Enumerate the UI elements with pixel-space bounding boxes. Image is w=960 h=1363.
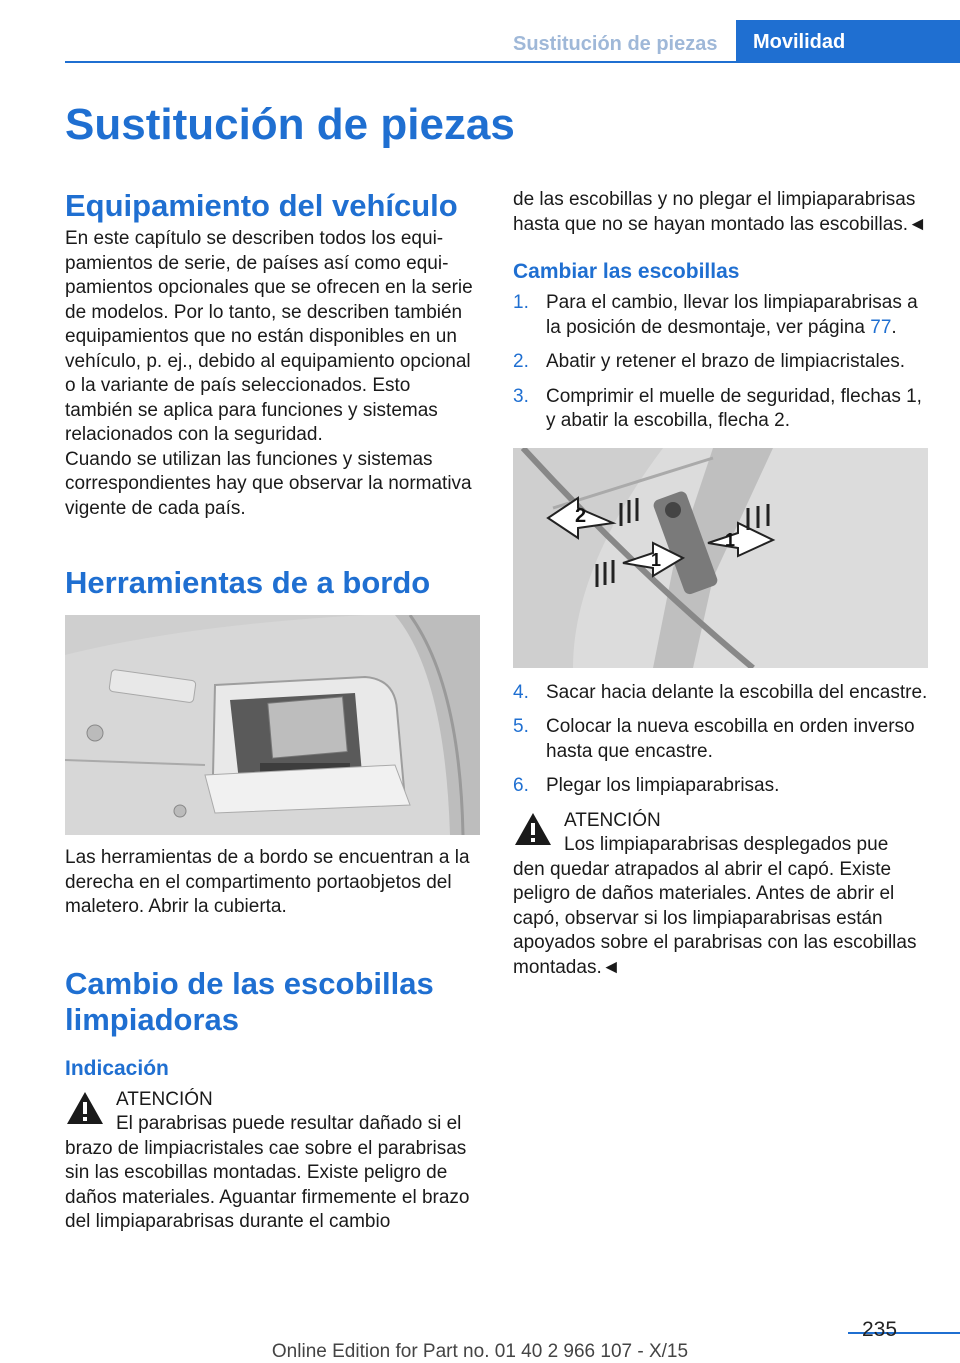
arrow-label-1a: 1 bbox=[725, 529, 736, 550]
heading-escobillas: Cambio de las escobillas limpiadoras bbox=[65, 965, 434, 1037]
header-rule bbox=[65, 61, 960, 63]
warning-triangle-icon bbox=[65, 1090, 105, 1126]
steps-list-b bbox=[513, 681, 928, 799]
step-number: 4. bbox=[513, 681, 529, 703]
warning-continuation: de las escobillas y no plegar el limpiaparabrisas hasta que no se hayan montado las escobillas.◄ bbox=[513, 189, 927, 235]
right-column bbox=[513, 188, 928, 980]
page-title: Sustitución de piezas bbox=[65, 100, 515, 149]
subheading-indicacion: Indicación bbox=[65, 1056, 169, 1080]
warning-first-line: Los limpiaparabrisas desplegados pue bbox=[564, 834, 889, 855]
edition-footer: Online Edition for Part no. 01 40 2 966 107 - X/15 bbox=[271, 1341, 689, 1362]
step-number: 3. bbox=[513, 385, 529, 407]
step-text: Plegar los limpiaparabrisas. bbox=[546, 775, 780, 796]
header-section-title: Sustitución de piezas bbox=[513, 33, 718, 55]
trunk-compartment-illustration bbox=[65, 615, 480, 835]
list-item bbox=[513, 350, 928, 375]
arrow-label-2: 2 bbox=[575, 504, 587, 527]
warning-title: ATENCIÓN bbox=[116, 1088, 213, 1110]
step-number: 5. bbox=[513, 716, 529, 737]
step-text-end: . bbox=[891, 316, 897, 338]
trunk-tools-figure bbox=[65, 615, 480, 835]
step-text: Para el cambio, llevar los limpiaparabrisas a la posición de desmontaje, ver página bbox=[546, 292, 918, 338]
header-chapter-tab: Movilidad bbox=[736, 20, 960, 62]
paragraph-equipamiento: En este capítulo se describen todos los equipamientos de serie, de países así como equipamientos opcionales que se ofrecen en la serie de modelos. Por lo tanto, se describen también equipamientos que no están disponibles en un vehículo, p. ej., debido al equipamiento opcional o la variante de país seleccionados. Esto también se aplica para funciones y sistemas relacionados con la seguridad. bbox=[65, 228, 473, 445]
paragraph-herramientas: Las herramientas de a bordo se encuentran a la derecha en el compartimento portaobjetos del maletero. Abrir la cubierta. bbox=[65, 847, 470, 917]
arrow-label-1b: 1 bbox=[651, 549, 662, 570]
step-text: Colocar la nueva escobilla en orden inverso hasta que encastre. bbox=[546, 716, 915, 762]
step-text: Abatir y retener el brazo de limpiacristales. bbox=[546, 351, 906, 372]
step-number: 1. bbox=[513, 292, 529, 313]
page-header bbox=[0, 0, 960, 62]
page-link[interactable]: 77 bbox=[870, 316, 892, 338]
warning-first-line: El parabrisas puede resultar dañado si el bbox=[116, 1113, 462, 1134]
steps-list-a bbox=[513, 291, 928, 434]
warning-triangle-icon bbox=[513, 811, 553, 847]
left-column bbox=[65, 188, 480, 1235]
heading-equipamiento: Equipamiento del vehículo bbox=[65, 188, 458, 223]
list-item bbox=[513, 385, 928, 434]
list-item bbox=[513, 681, 928, 706]
paragraph-normativa: Cuando se utilizan las funciones y sistemas correspondientes hay que observar la normativa vigente de cada país. bbox=[65, 448, 472, 519]
warning-text: brazo de limpiacristales cae sobre el parabrisas sin las escobillas montadas. Existe peligro de daños materiales. Aguantar firmemente el brazo del limpiaparabrisas durante el cambio bbox=[65, 1137, 470, 1232]
step-number: 6. bbox=[513, 775, 529, 796]
warning-text: den quedar atrapados al abrir el capó. Existe peligro de daños materiales. Antes de abrir el capó, observar si los limpiaparabrisas están apoyados sobre el parabrisas con las escobillas montadas.◄ bbox=[513, 858, 917, 978]
list-item bbox=[513, 715, 928, 764]
wiper-figure bbox=[513, 448, 928, 668]
list-item bbox=[513, 774, 928, 799]
wiper-blade-illustration bbox=[513, 448, 928, 668]
list-item bbox=[513, 291, 928, 340]
subheading-cambiar: Cambiar las escobillas bbox=[513, 260, 740, 283]
heading-herramientas: Herramientas de a bordo bbox=[65, 565, 431, 600]
warning-block-left bbox=[65, 1088, 480, 1235]
step-text: Sacar hacia delante la escobilla del encastre. bbox=[546, 681, 928, 703]
page-number: 235 bbox=[862, 1318, 898, 1341]
step-number: 2. bbox=[513, 351, 529, 372]
warning-block-right bbox=[513, 809, 928, 981]
warning-title: ATENCIÓN bbox=[564, 809, 661, 831]
step-text: Comprimir el muelle de seguridad, flechas 1, y abatir la escobilla, flecha 2. bbox=[546, 385, 922, 431]
